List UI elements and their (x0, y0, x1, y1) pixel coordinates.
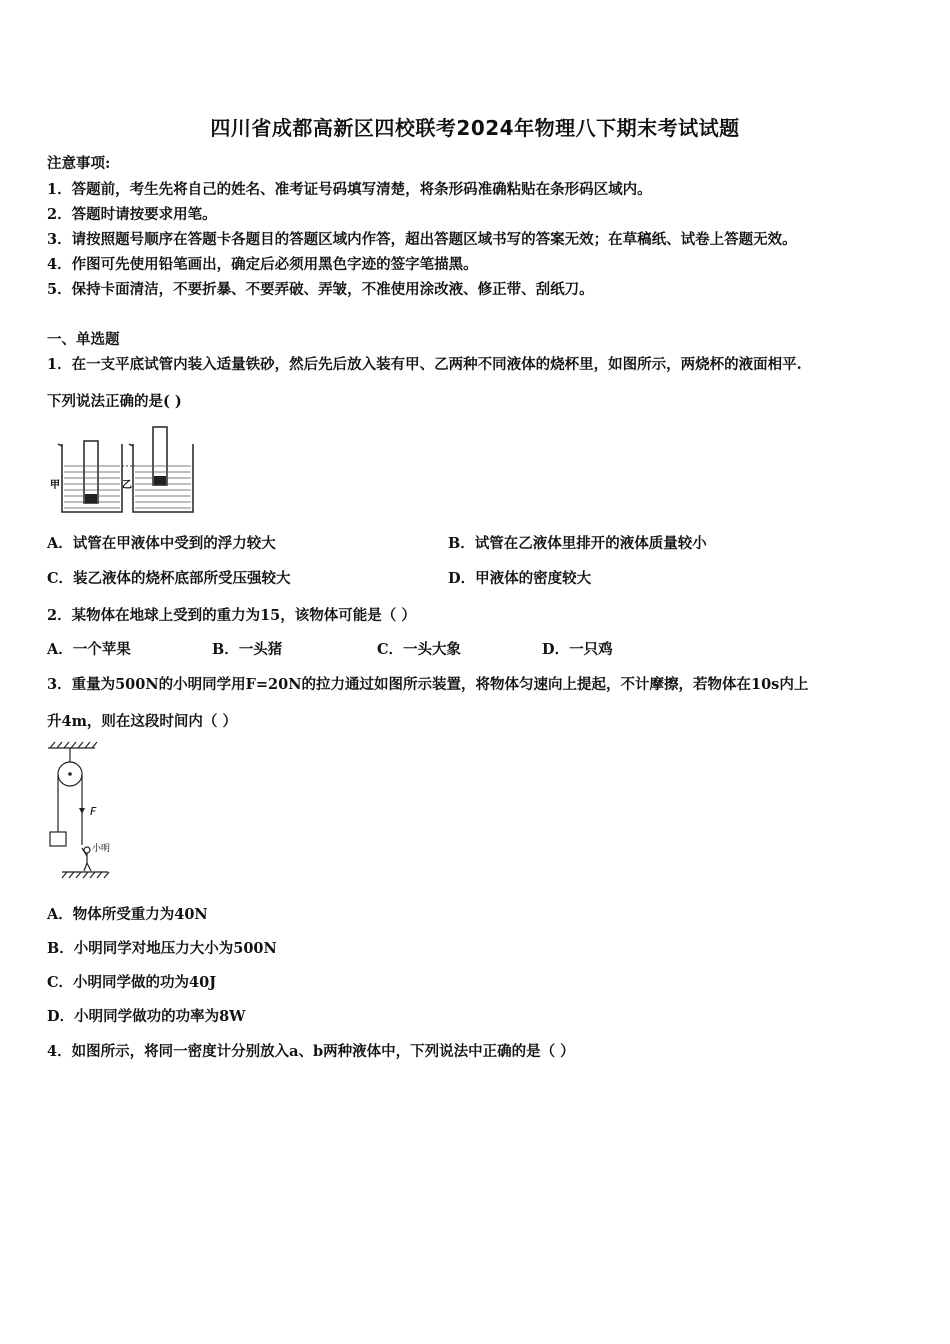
question-3-figure (40, 740, 130, 882)
notice-item: 1．答题前，考生先将自己的姓名、准考证号码填写清楚，将条形码准确粘贴在条形码区域内。 (47, 181, 652, 198)
notice-item: 3．请按照题号顺序在答题卡各题目的答题区域内作答，超出答题区域书写的答案无效；在草稿纸、试卷上答题无效。 (47, 231, 797, 248)
figure-label-yi: 乙 (122, 480, 132, 491)
question-3-option-a: A．物体所受重力为40N (47, 906, 208, 923)
page-title: 四川省成都高新区四校联考2024年物理八下期末考试试题 (210, 116, 740, 140)
question-2-option-a: A．一个苹果 (47, 641, 131, 658)
question-3-stem: 3．重量为500N的小明同学用F=20N的拉力通过如图所示装置，将物体匀速向上提起，不计摩擦，若物体在10s内上 (47, 676, 809, 693)
figure-person-label: 小明 (92, 844, 111, 854)
question-1-option-a: A．试管在甲液体中受到的浮力较大 (47, 535, 276, 552)
notice-item: 5．保持卡面清洁，不要折暴、不要弄破、弄皱，不准使用涂改液、修正带、刮纸刀。 (47, 281, 594, 298)
question-2-stem: 2．某物体在地球上受到的重力为15，该物体可能是（ ） (47, 607, 416, 624)
question-2-option-c: C．一头大象 (377, 641, 462, 658)
figure-force-label: F (90, 805, 97, 818)
question-3-option-c: C．小明同学做的功为40J (47, 974, 217, 991)
question-1-stem: 1．在一支平底试管内装入适量铁砂，然后先后放入装有甲、乙两种不同液体的烧杯里，如图所示，两烧杯的液面相平. (47, 356, 802, 373)
section-heading: 一、单选题 (47, 331, 120, 348)
question-3-stem-cont: 升4m，则在这段时间内（ ） (47, 713, 237, 730)
question-2-option-d: D．一只鸡 (542, 641, 613, 658)
question-3-option-b: B．小明同学对地压力大小为500N (47, 940, 277, 957)
question-4-stem: 4．如图所示，将同一密度计分别放入a、b两种液体中，下列说法中正确的是（ ） (47, 1043, 575, 1060)
notice-item: 2．答题时请按要求用笔。 (47, 206, 217, 223)
question-1-figure (50, 424, 200, 516)
question-1-option-d: D．甲液体的密度较大 (448, 570, 592, 587)
figure-label-jia: 甲 (50, 480, 60, 491)
question-2-option-b: B．一头猪 (212, 641, 283, 658)
question-1-option-c: C．装乙液体的烧杯底部所受压强较大 (47, 570, 291, 587)
question-1-option-b: B．试管在乙液体里排开的液体质量较小 (448, 535, 707, 552)
question-3-option-d: D．小明同学做功的功率为8W (47, 1008, 246, 1025)
notice-item: 4．作图可先使用铅笔画出，确定后必须用黑色字迹的签字笔描黑。 (47, 256, 478, 273)
question-1-stem-cont: 下列说法正确的是( ) (47, 393, 182, 410)
notice-heading: 注意事项: (47, 155, 111, 172)
